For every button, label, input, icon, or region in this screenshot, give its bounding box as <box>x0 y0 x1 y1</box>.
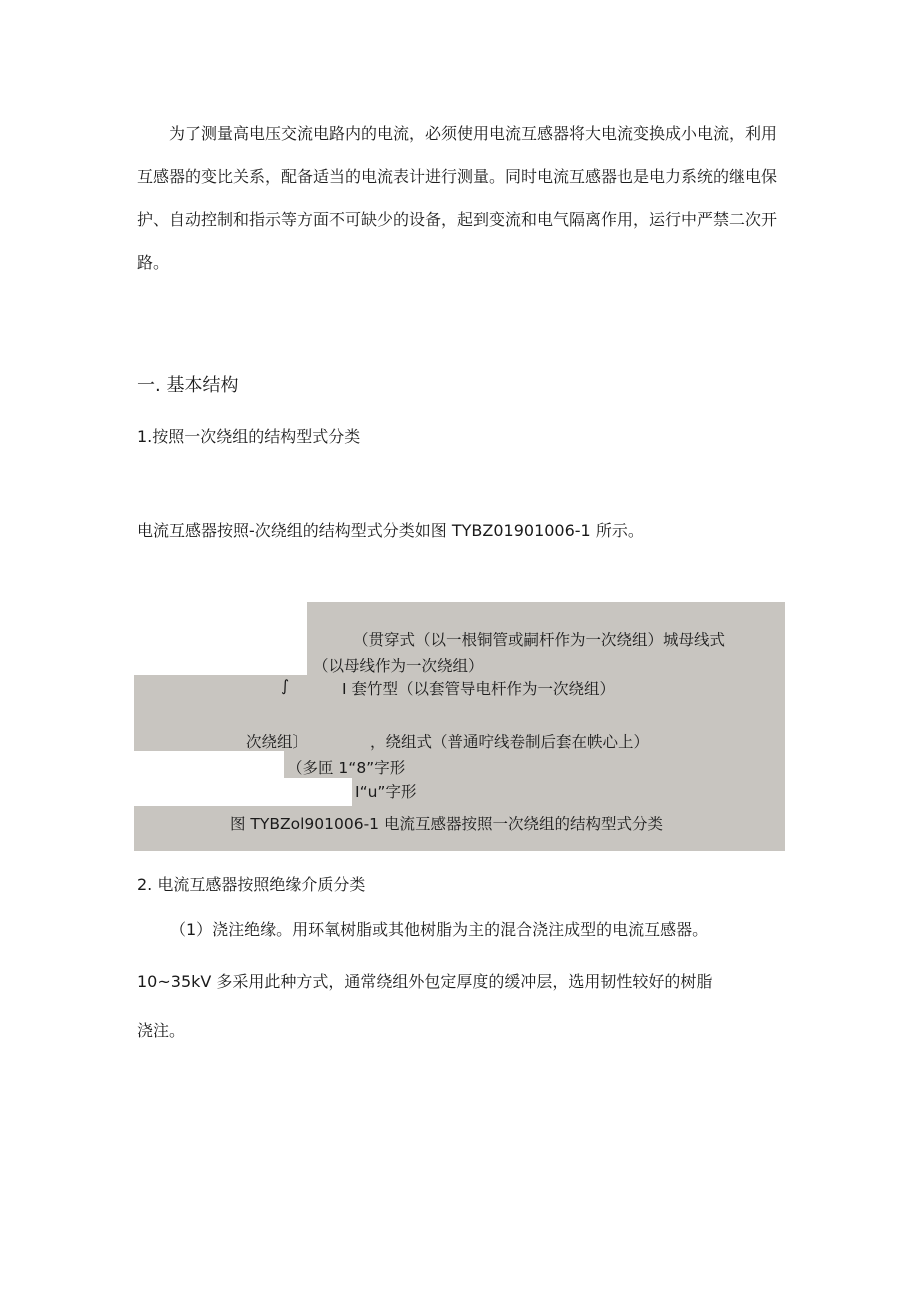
subsection-heading-insulation: 2. 电流互感器按照绝缘介质分类 <box>137 875 366 894</box>
figure-caption: 图 TYBZol901006-1 电流互感器按照一次绕组的结构型式分类 <box>230 815 663 833</box>
figure-reference-text: 电流互感器按照-次绕组的结构型式分类如图 TYBZ01901006-1 所示。 <box>137 521 644 540</box>
figure-line-figure8: （多匝 1“8”字形 <box>287 759 406 777</box>
subsection-heading-winding-type: 1.按照一次绕组的结构型式分类 <box>137 427 361 446</box>
intro-paragraph: 为了测量高电压交流电路内的电流，必须使用电流互感器将大电流变换成小电流，利用互感器的变比关系，配备适当的电流表计进行测量。同时电流互感器也是电力系统的继电保护、自动控制和指示等方面不可缺少的设备，起到变流和电气隔离作用，运行中严禁二次开路。 <box>137 124 778 272</box>
section-heading-basic-structure: 一. 基本结构 <box>137 375 239 396</box>
figure-line-winding-type: ，绕组式（普通咛线卷制后套在帙心上） <box>370 733 650 751</box>
paragraph-cast-insulation-line2: 10~35kV 多采用此种方式，通常绕组外包定厚度的缓冲层，选用韧性较好的树脂 <box>137 972 713 991</box>
figure-line-primary-winding: 次绕组〕 <box>246 733 309 751</box>
figure-line-through-type: （贯穿式（以一根铜管或嗣杆作为一次绕组）城母线式 <box>353 631 726 649</box>
figure-line-u-shape: I“u”字形 <box>355 783 417 801</box>
paragraph-cast-insulation-line3: 浇注。 <box>137 1021 186 1040</box>
figure-bracket: ∫ <box>281 677 290 695</box>
figure-line-busbar: （以母线作为一次绕组） <box>313 657 484 675</box>
figure-bg-block <box>352 778 785 806</box>
figure-line-bushing-type: I 套竹型（以套管导电杆作为一次绕组） <box>342 680 615 698</box>
paragraph-cast-insulation-line1: （1）浇注绝缘。用环氧树脂或其他树脂为主的混合浇注成型的电流互感器。 <box>170 920 709 939</box>
